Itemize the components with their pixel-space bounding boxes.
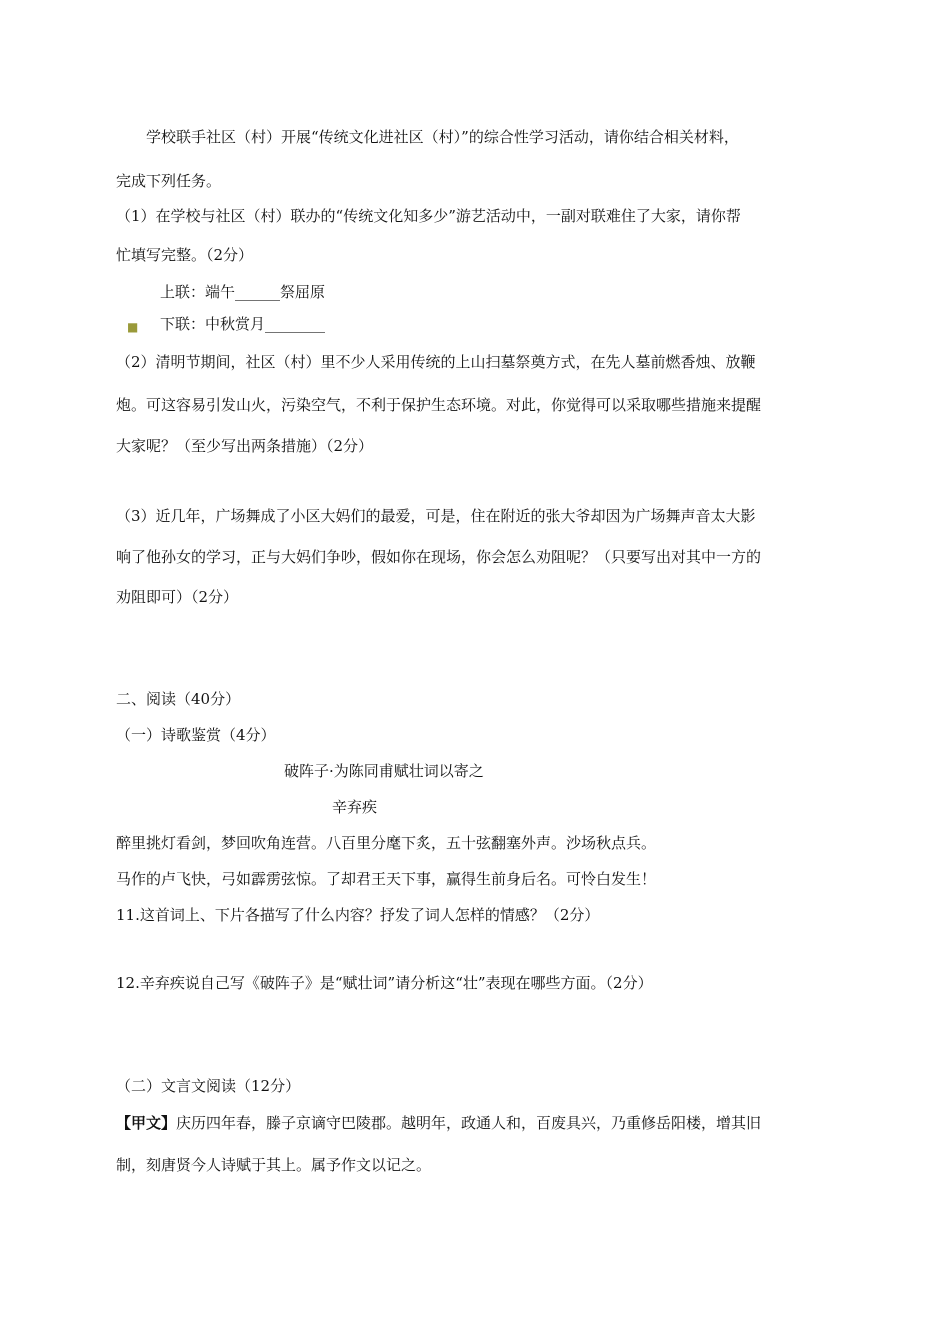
question-11: 11.这首词上、下片各描写了什么内容？抒发了词人怎样的情感？（2分）	[116, 906, 600, 924]
poetry-section-title: （一）诗歌鉴赏（4分）	[116, 726, 276, 744]
q3-line-1: （3）近几年，广场舞成了小区大妈们的最爱，可是，住在附近的张大爷却因为广场舞声音太大影	[116, 507, 756, 525]
classical-section-title: （二）文言文阅读（12分）	[116, 1077, 301, 1095]
marker-dot: ■	[127, 320, 139, 334]
intro-line-2: 完成下列任务。	[116, 172, 222, 190]
jiawen-line-1	[116, 1113, 761, 1133]
intro-line-1: 学校联手社区（村）开展“传统文化进社区（村）”的综合性学习活动，请你结合相关材料，	[146, 128, 739, 146]
couplet-lower: 下联：中秋赏月________	[160, 315, 326, 333]
poem-line-1: 醉里挑灯看剑，梦回吹角连营。八百里分麾下炙，五十弦翻塞外声。沙场秋点兵。	[116, 834, 657, 852]
section-2-title: 二、阅读（40分）	[116, 690, 241, 708]
poem-line-2: 马作的卢飞快，弓如霹雳弦惊。了却君王天下事，赢得生前身后名。可怜白发生！	[116, 870, 657, 888]
poem-title: 破阵子·为陈同甫赋壮词以寄之	[284, 762, 484, 780]
q2-line-3: 大家呢？（至少写出两条措施）（2分）	[116, 437, 374, 455]
jiawen-text: 庆历四年春，滕子京谪守巴陵郡。越明年，政通人和，百废具兴，乃重修岳阳楼，增其旧	[176, 1114, 762, 1132]
q3-line-2: 响了他孙女的学习，正与大妈们争吵，假如你在现场，你会怎么劝阻呢？（只要写出对其中一方的	[116, 548, 762, 566]
jiawen-label: 【甲文】	[116, 1114, 177, 1132]
q2-line-1: （2）清明节期间，社区（村）里不少人采用传统的上山扫墓祭奠方式，在先人墓前燃香烛、放鞭	[116, 353, 756, 371]
question-12: 12.辛弃疾说自己写《破阵子》是“赋壮词”请分析这“壮”表现在哪些方面。（2分）	[116, 974, 653, 992]
q3-line-3: 劝阻即可）（2分）	[116, 588, 239, 606]
couplet-upper: 上联：端午______祭屈原	[160, 283, 326, 301]
poem-author: 辛弃疾	[332, 798, 378, 816]
q2-line-2: 炮。可这容易引发山火，污染空气，不利于保护生态环境。对此，你觉得可以采取哪些措施来提醒	[116, 396, 762, 414]
q1-line-2: 忙填写完整。（2分）	[116, 246, 254, 264]
jiawen-line-2: 制，刻唐贤今人诗赋于其上。属予作文以记之。	[116, 1156, 432, 1174]
q1-line-1: （1）在学校与社区（村）联办的“传统文化知多少”游艺活动中，一副对联难住了大家，请你帮	[116, 207, 741, 225]
